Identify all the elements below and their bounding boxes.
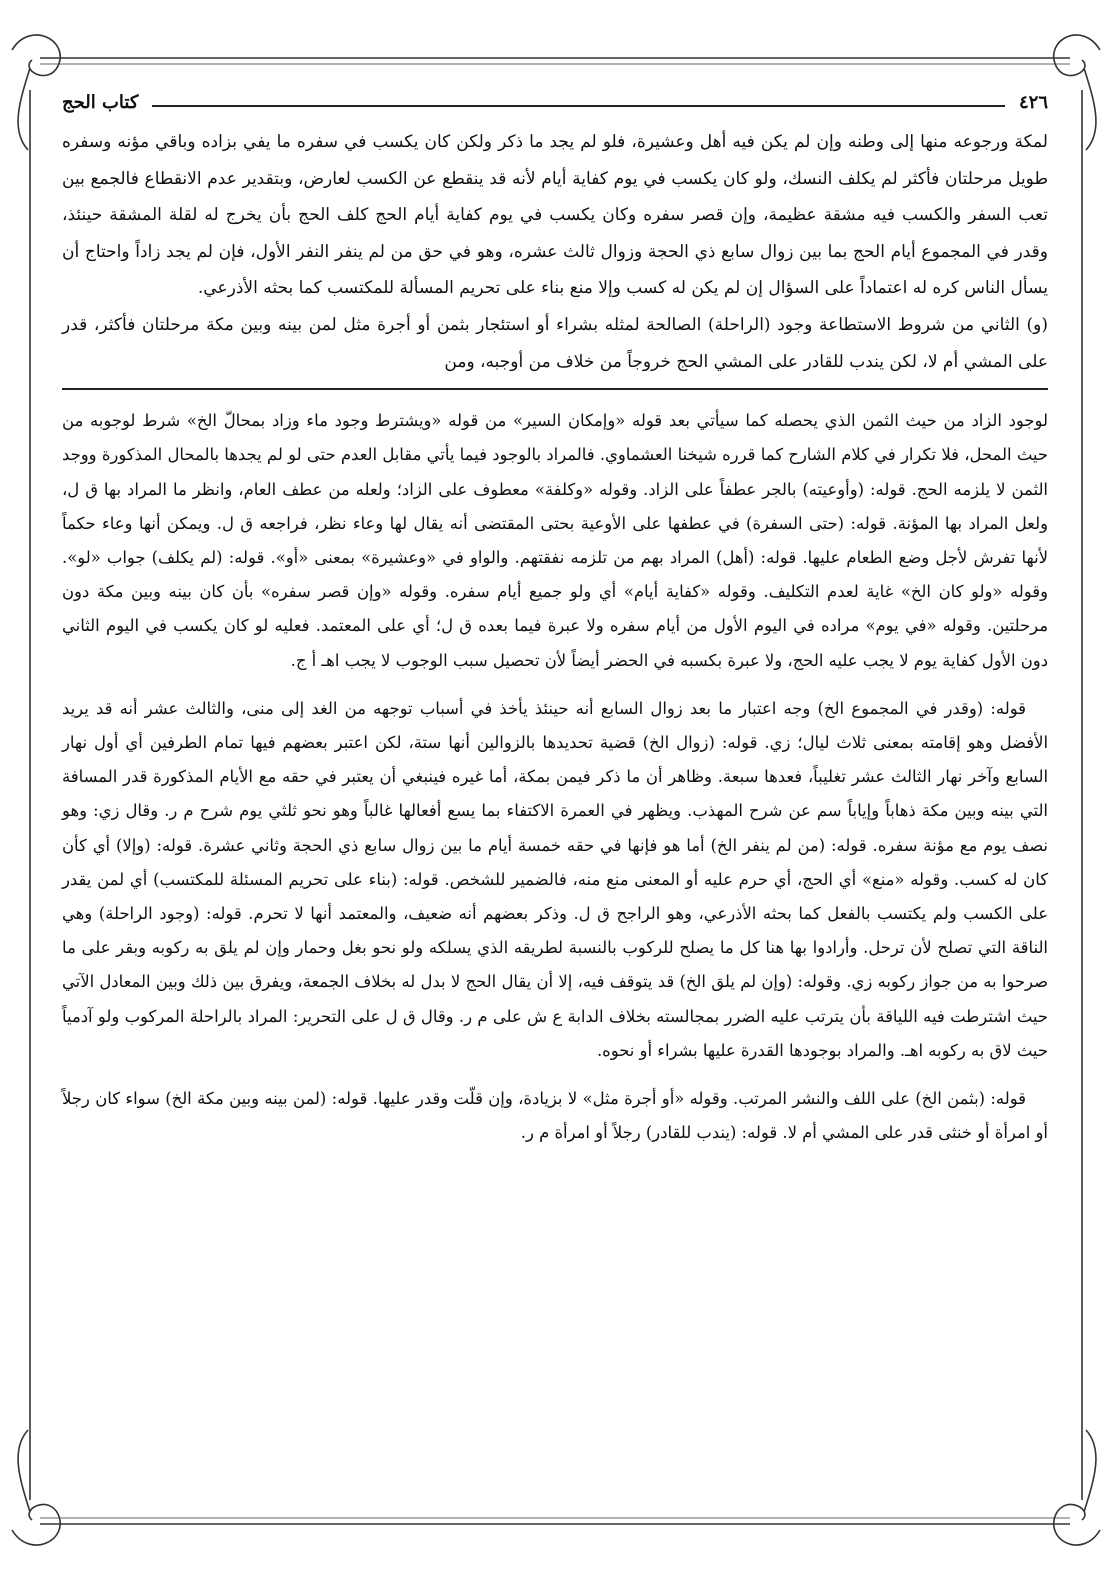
commentary-paragraph: قوله: (وقدر في المجموع الخ) وجه اعتبار ما بعد زوال السابع أنه حينئذ يأخذ في أسباب توجهه من الغد إلى منى، والثالث عشر أنه قد يريد الأفضل وهو إقامته بمعنى ثلاث ليال؛ زي. قوله: (زوال الخ) قضية تحديدها بالزوالين أنها ستة، لكن اعتبر بعضهم فيها تمام الطرفين أي أول نهار السابع وآخر نهار الثالث عشر تغليباً، فعدها سبعة. وظاهر أن ما ذكر فيمن بمكة، أما غيره فينبغي أن يعتبر في حقه مع الأيام المذكورة قدر المسافة التي بينه وبين مكة ذهاباً وإياباً سم عن شرح المهذب. ويظهر في العمرة الاكتفاء بما يسع أفعالها غالباً وهو نحو ثلثي يوم شرح م ر. وقال زي: وهو نصف يوم مع مؤنة سفره. قوله: (من لم ينفر الخ) أما هو فإنها في حقه خمسة أيام ما بين زوال سابع ذي الحجة وثاني عشرة. قوله: (وإلا) أي كأن كان له كسب. وقوله «منع» أي الحج، أي حرم عليه أو المعنى منع منه، فالضمير للشخص. قوله: (بناء على تحريم المسئلة للمكتسب) أي لمن يقدر على الكسب ولم يكتسب بالفعل كما بحثه الأذرعي، وهو الراجح ق ل. وذكر بعضهم أنه ضعيف، والمعتمد أنها لا تحرم. قوله: (وجود الراحلة) وهي الناقة التي تصلح لأن ترحل. وأرادوا بها هنا كل ما يصلح للركوب بالنسبة لطريقه الذي يسلكه ولو نحو بغل وحمار وإن لم يلق به ركوبه وبقر على ما صرحوا به من جواز ركوبه زي. وقوله: (وإن لم يلق الخ) قد يتوقف فيه، إلا أن يقال الحج لا بدل له بخلاف الجمعة، ويفرق بين ذلك وبين المعادل الآتي حيث اشترطت فيه اللياقة بأن يترتب عليه الضرر بمجالسته بخلاف الدابة ع ش على م ر. وقال ق ل على التحرير: المراد بالراحلة المركوب ولو آدمياً حيث لاق به ركوبه اهـ. والمراد بوجودها القدرة عليها بشراء أو نحوه. [62,698,1048,1060]
book-page [62,84,1048,1150]
commentary-text [62,404,1048,1150]
commentary-paragraph: لوجود الزاد من حيث الثمن الذي يحصله كما سيأتي بعد قوله «وإمكان السير» من قوله «ويشترط وجود ماء وزاد بمحالّ الخ» شرط لوجوبه من حيث المحل، فلا تكرار في كلام الشارح كما قرره شيخنا العشماوي. فالمراد بالوجود فيما يأتي مقابل العدم حتى لو لم يجدها بالمحال المذكورة ووجد الثمن لا يلزمه الحج. قوله: (وأوعيته) بالجر عطفاً على الزاد. وقوله «وكلفة» معطوف على الزاد؛ ولعله من عطف العام، وانظر ما المراد بها ق ل، ولعل المراد بها المؤنة. قوله: (حتى السفرة) في عطفها على الأوعية بحتى المقتضى أنه يقال لها وعاء نظر، فراجعه ق ل. ويمكن أنها وعاء حكماً لأنها تفرش لأجل وضع الطعام عليها. قوله: (أهل) المراد بهم من تلزمه نفقتهم. والواو في «وعشيرة» بمعنى «أو». قوله: (لم يكلف) جواب «لو». وقوله «ولو كان الخ» غاية لعدم التكليف. وقوله «كفاية أيام» أي ولو جميع أيام سفره. وقوله «وإن قصر سفره» بأن كان بينه وبين مكة دون مرحلتين. وقوله «في يوم» مراده في اليوم الأول من أيام سفره ولا عبرة فيما بعده ق ل؛ أي على المعتمد. فعليه لو كان يكسب في اليوم الثاني دون الأول كفاية يوم لا يجب عليه الحج، ولا عبرة بكسبه في الحضر أيضاً لأن تحصيل سبب الوجوب لا يجب اهـ أ ج. [62,411,1048,670]
page-number: ٤٢٦ [1018,91,1048,113]
main-paragraph: (و) الثاني من شروط الاستطاعة وجود (الراحلة) الصالحة لمثله بشراء أو استئجار بثمن أو أجرة مثل لمن بينه وبين مكة مرحلتان فأكثر، قدر على المشي أم لا، لكن يندب للقادر على المشي الحج خروجاً من خلاف من أوجبه، ومن [62,314,1048,372]
footnote-divider [62,388,1048,390]
header-rule [152,105,1005,107]
running-header [62,84,1048,120]
main-paragraph: لمكة ورجوعه منها إلى وطنه وإن لم يكن فيه أهل وعشيرة، فلو لم يجد ما ذكر ولكن كان يكسب في سفره ما يفي بزاده وباقي مؤنه وسفره طويل مرحلتان فأكثر لم يكلف النسك، ولو كان يكسب في يوم كفاية أيام لأنه قد ينقطع عن الكسب لعارض، وبتقدير عدم الانقطاع فالجمع بين تعب السفر والكسب فيه مشقة عظيمة، وإن قصر سفره وكان يكسب في يوم كفاية أيام الحج كلف الحج بأن يخرج له لقلة المشقة حينئذ، وقدر في المجموع أيام الحج بما بين زوال سابع ذي الحجة وزوال ثالث عشره، وهو في حق من لم ينفر النفر الأول، فإن لم يجد زاداً واحتاج أن يسأل الناس كره له اعتماداً على السؤال إن لم يكن له كسب وإلا منع بناء على تحريم المسألة للمكتسب كما بحثه الأذرعي. [62,132,1048,299]
commentary-paragraph: قوله: (بثمن الخ) على اللف والنشر المرتب. وقوله «أو أجرة مثل» لا بزيادة، وإن قلّت وقدر عليها. قوله: (لمن بينه وبين مكة الخ) سواء كان رجلاً أو امرأة أو خنثى قدر على المشي أم لا. قوله: (يندب للقادر) رجلاً أو امرأة م ر. [62,1089,1048,1143]
chapter-title: كتاب الحج [62,91,139,113]
main-text [62,124,1048,380]
